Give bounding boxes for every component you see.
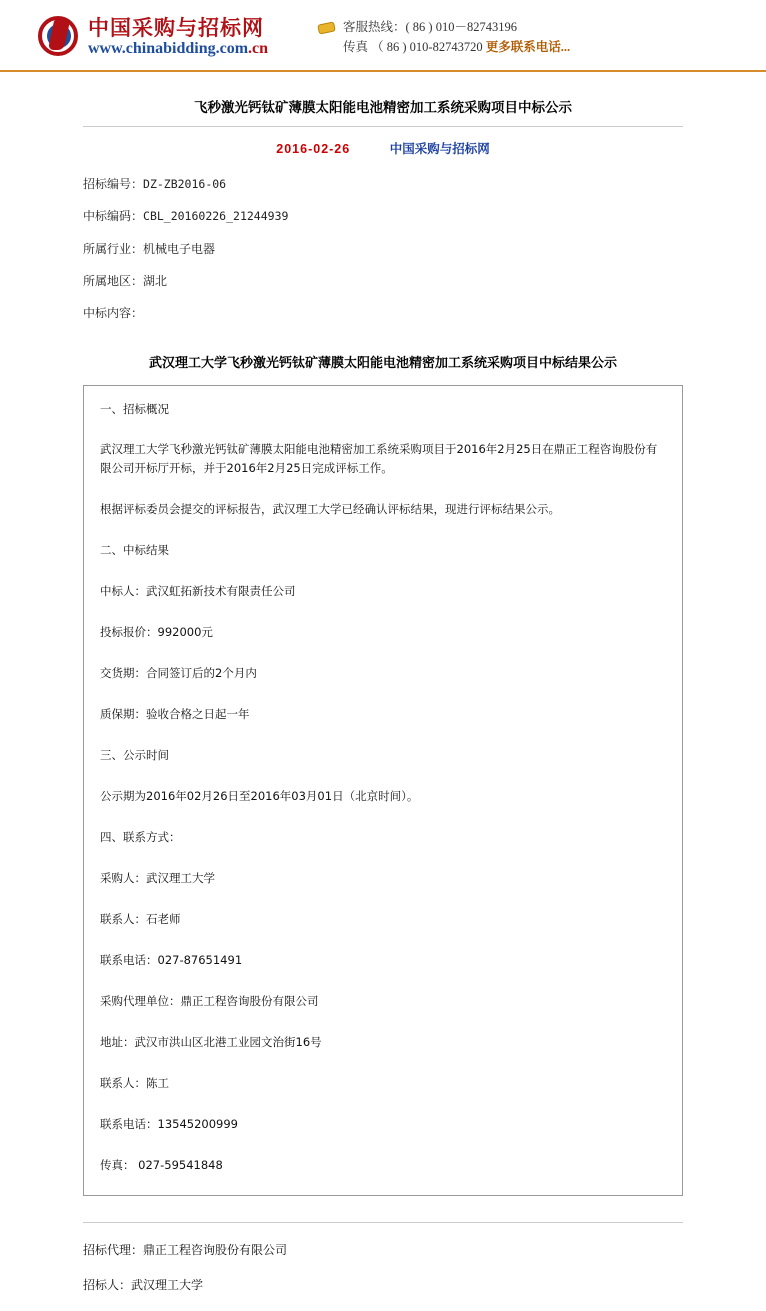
body-paragraph: 采购代理单位：鼎正工程咨询股份有限公司 [100, 994, 319, 1009]
body-paragraph: 武汉理工大学飞秒激光钙钛矿薄膜太阳能电池精密加工系统采购项目于2016年2月25日在鼎正工程咨询股份有限公司开标厅开标，并于2016年2月25日完成评标工作。 [100, 442, 658, 476]
field-content-label: 中标内容： [83, 305, 144, 320]
site-logo[interactable] [38, 14, 308, 60]
phone-icon [318, 21, 335, 35]
body-paragraph: 质保期：验收合格之日起一年 [100, 707, 250, 722]
body-paragraph: 联系人：石老师 [100, 912, 181, 927]
body-paragraph: 四、联系方式： [100, 830, 181, 845]
document-content [83, 72, 683, 1293]
site-header [0, 0, 766, 72]
logo-text [88, 17, 268, 58]
logo-url-suffix: .cn [248, 39, 269, 57]
publish-date: 2016-02-26 [276, 142, 351, 156]
document-meta [83, 127, 683, 171]
footer-agent: 招标代理：鼎正工程咨询股份有限公司 [83, 1242, 288, 1257]
result-heading: 武汉理工大学飞秒激光钙钛矿薄膜太阳能电池精密加工系统采购项目中标结果公示 [148, 355, 617, 371]
logo-emblem-icon [38, 14, 82, 60]
page-title: 飞秒激光钙钛矿薄膜太阳能电池精密加工系统采购项目中标公示 [83, 90, 683, 127]
body-paragraph: 交货期：合同签订后的2个月内 [100, 666, 257, 681]
body-paragraph: 三、公示时间 [100, 748, 169, 763]
body-paragraph: 公示期为2016年02月26日至2016年03月01日（北京时间）。 [100, 789, 419, 804]
field-industry: 所属行业：机械电子电器 [83, 241, 216, 256]
field-win-code: 中标编码：CBL_20160226_21244939 [83, 209, 289, 224]
body-paragraph: 一、招标概况 [100, 401, 169, 416]
meta-fields [83, 171, 683, 338]
body-paragraph: 采购人：武汉理工大学 [100, 871, 215, 886]
body-paragraph: 联系电话：13545200999 [100, 1116, 238, 1131]
document-source: 中国采购与招标网 [389, 142, 490, 156]
body-paragraph: 联系人：陈工 [100, 1075, 169, 1090]
contact-lines [343, 17, 570, 57]
field-region: 所属地区：湖北 [83, 273, 168, 288]
hotline-text: 客服热线：( 86 ) 010－82743196 [343, 20, 517, 34]
more-contact-link[interactable]: 更多联系电话... [485, 40, 571, 54]
footer-owner: 招标人：武汉理工大学 [83, 1277, 204, 1292]
field-bid-number: 招标编号：DZ-ZB2016-06 [83, 177, 227, 191]
body-paragraph: 根据评标委员会提交的评标报告，武汉理工大学已经确认评标结果，现进行评标结果公示。 [100, 502, 560, 517]
body-paragraph: 传真： 027-59541848 [100, 1157, 223, 1172]
body-paragraph: 中标人：武汉虹拓新技术有限责任公司 [100, 584, 296, 599]
fax-line [343, 37, 570, 57]
announcement-body [83, 385, 683, 1196]
document-footer [83, 1222, 683, 1293]
header-contact-block [308, 17, 570, 57]
logo-chinese-name: 中国采购与招标网 [88, 15, 264, 40]
logo-website-url: www.chinabidding.com.cn [88, 39, 269, 57]
fax-text: 传真 （ 86 ) 010-82743720 [343, 40, 483, 54]
body-paragraph: 投标报价：992000元 [100, 625, 213, 640]
body-paragraph: 联系电话：027-87651491 [100, 953, 243, 968]
body-paragraph: 地址：武汉市洪山区北港工业园文治街16号 [100, 1035, 322, 1049]
body-paragraph: 二、中标结果 [100, 543, 169, 558]
